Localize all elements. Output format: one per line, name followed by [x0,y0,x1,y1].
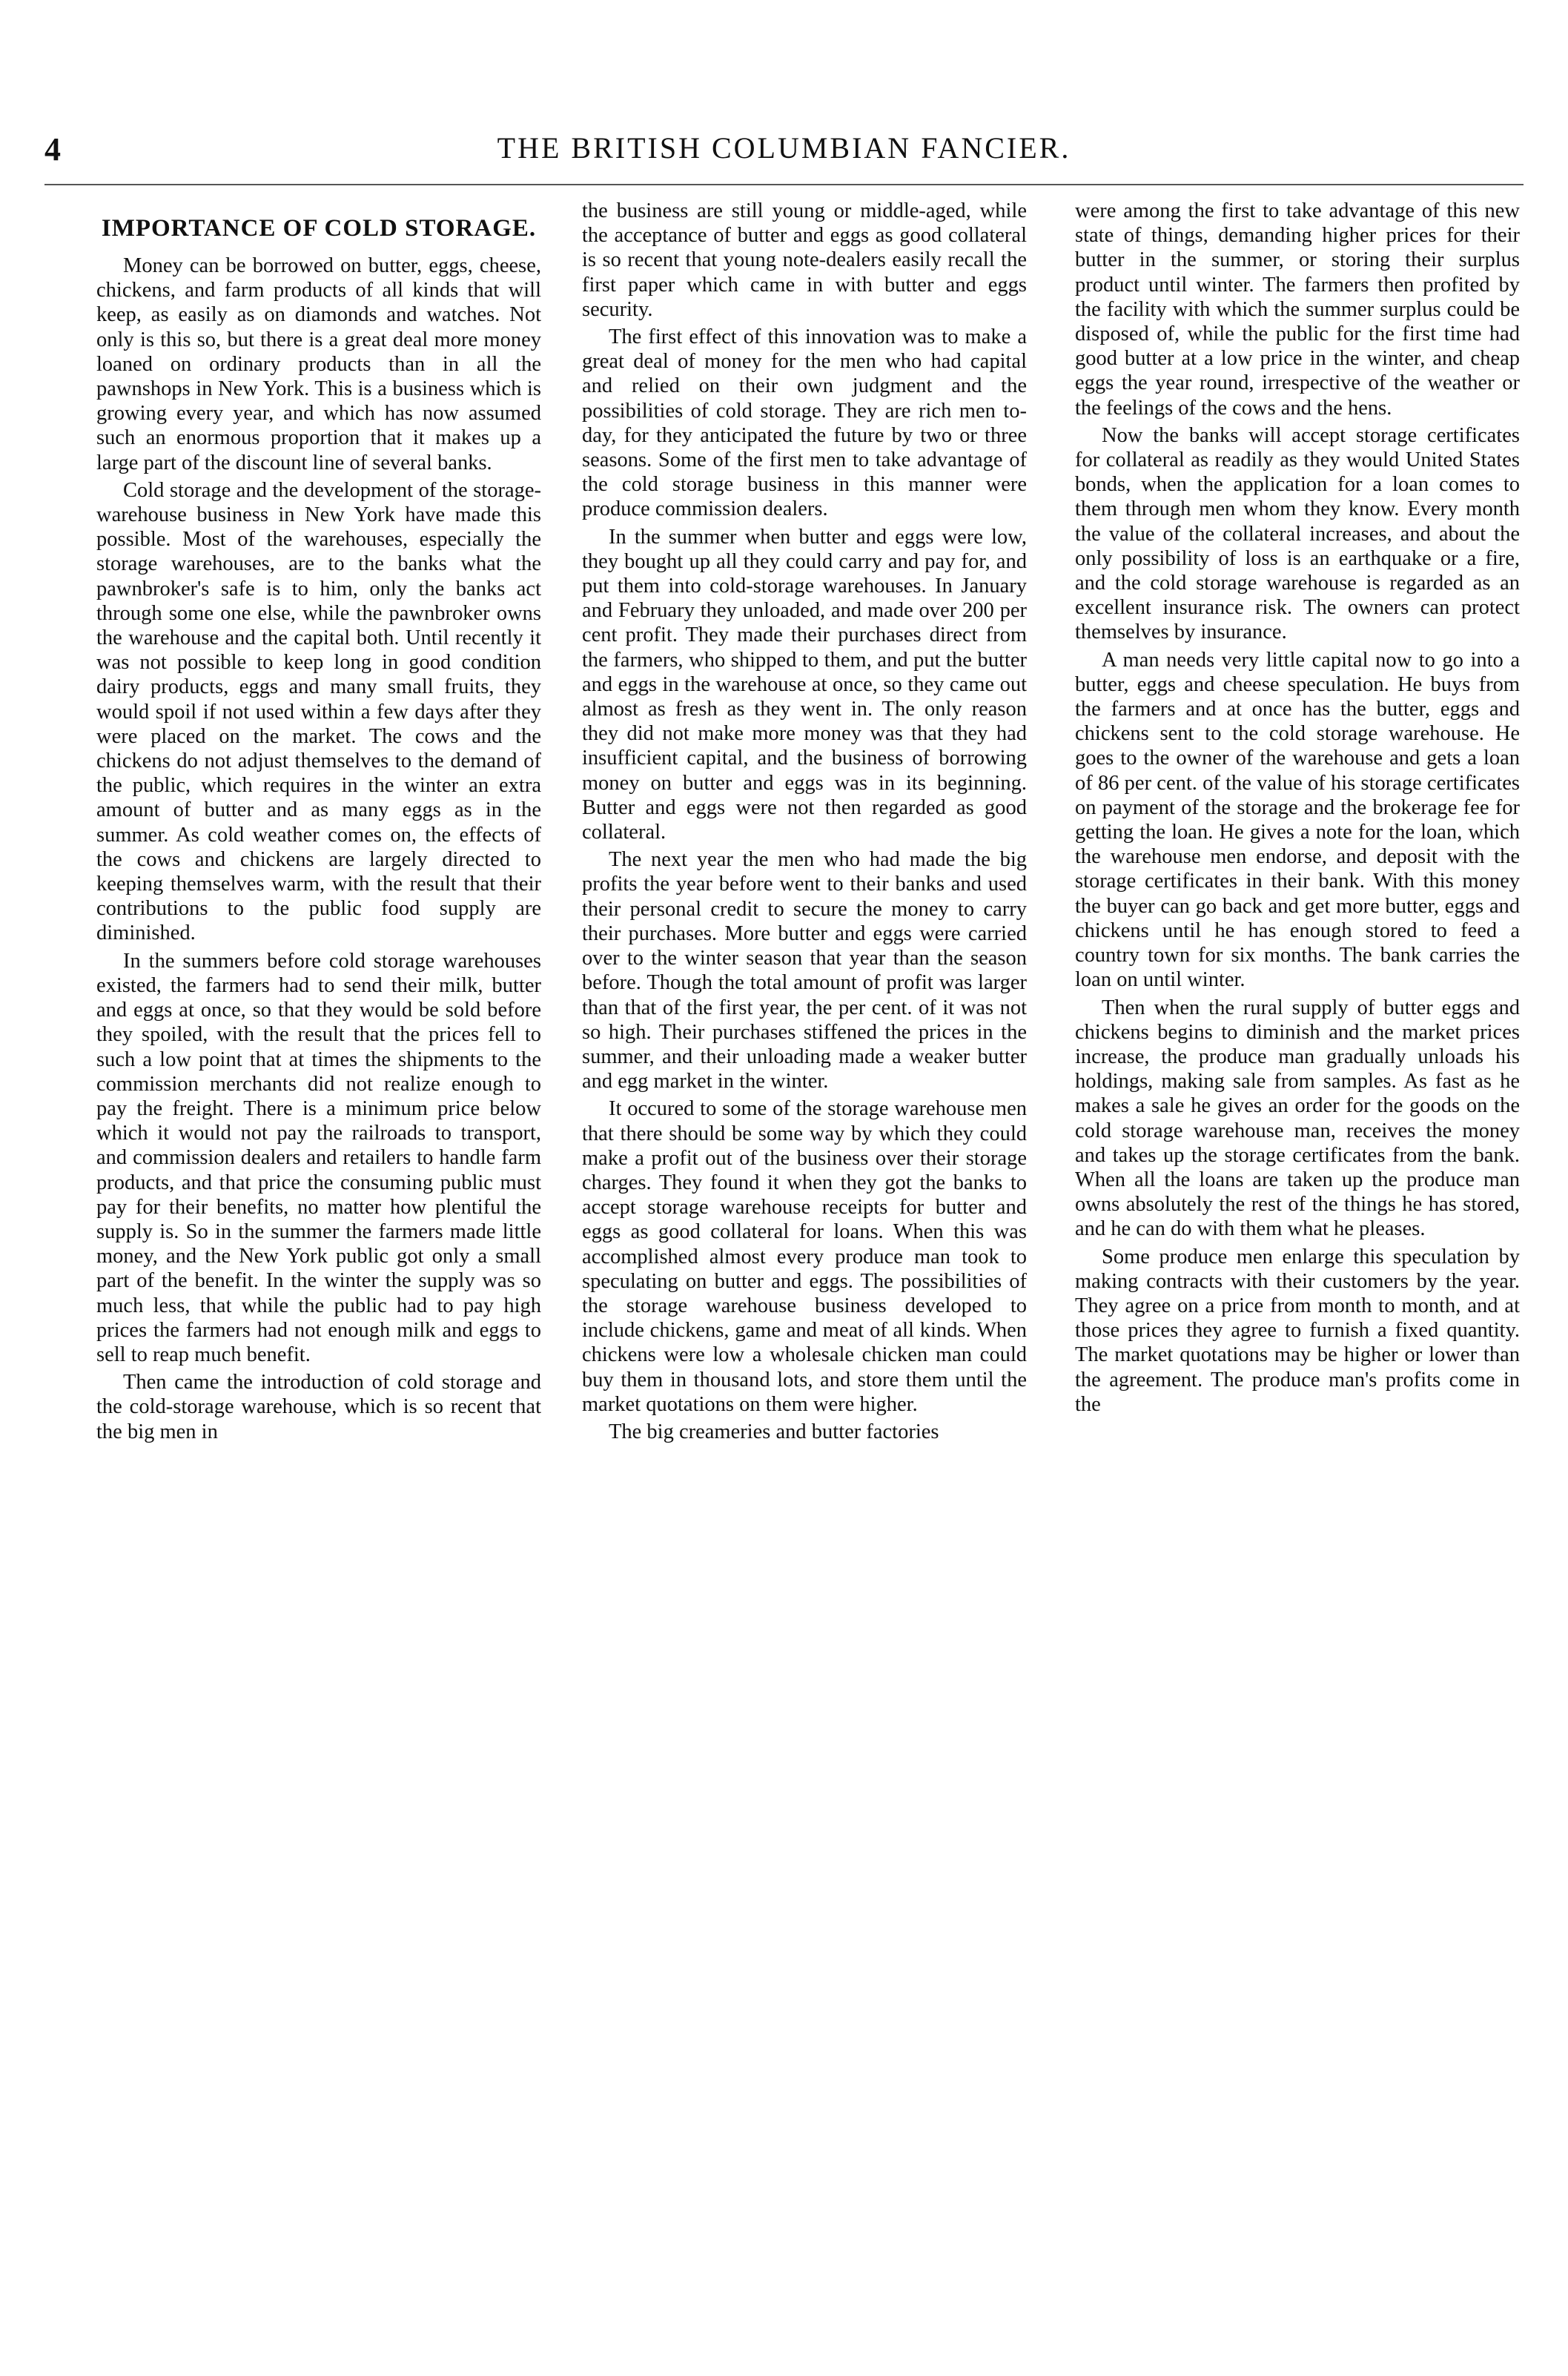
paragraph: The next year the men who had made the big profits the year before went to their banks and used their personal credit to secure the money to carry their purchases. More butter and eggs were carried over to the winter season that year than the season before. Though the total amount of profit was larger than that of the first year, the per cent. of it was not so high. Their purchases stiffened the prices in the summer, and their unloading made a weaker butter and egg market in the winter. [582,848,1027,1093]
paragraph: It occured to some of the storage warehouse men that there should be some way by which they could make a profit out of the business over their storage charges. They found it when they got the banks to accept storage warehouse receipts for butter and eggs as good collateral for loans. When this was accomplished almost every produce man took to speculating on butter and eggs. The possibilities of the storage warehouse business developed to include chickens, game and meat of all kinds. When chickens were low a wholesale chicken man could buy them in thousand lots, and store them until the market quotations on them were higher. [582,1097,1027,1416]
running-title: THE BRITISH COLUMBIAN FANCIER. [497,131,1071,165]
paragraph: A man needs very little capital now to go into a butter, eggs and cheese speculation. He buys from the farmers and at once has the butter, eggs and chickens sent to the cold storage warehouse. He goes to the owner of the warehouse and gets a loan of 86 per cent. of the value of his storage certificates on payment of the storage and the brokerage fee for getting the loan. He gives a note for the loan, which the warehouse men endorse, and deposit with the storage certificates in their bank. With this money the buyer can go back and get more butter, eggs and chickens until he has enough stored to feed a country town for six months. The bank carries the loan on until winter. [1075,648,1520,992]
header-rule [44,184,1524,185]
paragraph: The first effect of this innovation was to make a great deal of money for the men who had capital and relied on their own judgment and the possibilities of cold storage. They are rich men to-day, for they anticipated the future by two or three seasons. Some of the first men to take advantage of the cold storage business in this manner were produce commission dealers. [582,325,1027,521]
article-body [96,199,1527,2341]
paragraph: Cold storage and the development of the storage-warehouse business in New York have made this possible. Most of the warehouses, especially the storage warehouses, are to the banks what the pawnbroker's safe is to him, only the banks act through some one else, while the pawnbroker owns the warehouse and the capital both. Until recently it was not possible to keep long in good condition dairy products, eggs and many small fruits, they would spoil if not used within a few days after they were placed on the market. The cows and the chickens do not adjust themselves to the demand of the public, which requires in the winter an extra amount of butter and as many eggs as in the summer. As cold weather comes on, the effects of the cows and chickens are largely directed to keeping themselves warm, with the result that their contributions to the public food supply are diminished. [96,478,541,945]
column-2 [582,199,1027,2341]
page-number: 4 [44,131,61,168]
paragraph: In the summer when butter and eggs were low, they bought up all they could carry and pay for, and put them into cold-storage warehouses. In January and February they unloaded, and made over 200 per cent profit. They made their purchases direct from the farmers, who shipped to them, and put the butter and eggs in the warehouse at once, so they came out almost as fresh as they went in. The only reason they did not make more money was that they had insufficient capital, and the business of borrowing money on butter and eggs was in its beginning. Butter and eggs were not then regarded as good collateral. [582,525,1027,844]
column-3 [1075,199,1520,2341]
paragraph: Some produce men enlarge this speculation by making contracts with their customers by the year. They agree on a price from month to month, and at those prices they agree to furnish a fixed quantity. The market quotations may be higher or lower than the agreement. The produce man's profits come in the [1075,1245,1520,1416]
paragraph: the business are still young or middle-aged, while the acceptance of butter and eggs as good collateral is so recent that young note-dealers easily recall the first paper which came in with butter and eggs security. [582,199,1027,321]
paragraph: Now the banks will accept storage certificates for collateral as readily as they would United States bonds, when the application for a loan comes to them through men whom they know. Every month the value of the collateral increases, and about the only possibility of loss is an earthquake or a fire, and the cold storage warehouse is regarded as an excellent insurance risk. The owners can protect themselves by insurance. [1075,423,1520,644]
paragraph: Then when the rural supply of butter eggs and chickens begins to diminish and the market prices increase, the produce man gradually unloads his holdings, making sale from samples. As fast as he makes a sale he gives an order for the goods on the cold storage warehouse man, receives the money and takes up the storage certificates from the bank. When all the loans are taken up the produce man owns absolutely the rest of the things he has stored, and he can do with them what he pleases. [1075,996,1520,1241]
column-1 [96,199,541,2341]
paragraph: Money can be borrowed on butter, eggs, cheese, chickens, and farm products of all kinds that will keep, as easily as on diamonds and watches. Not only is this so, but there is a great deal more money loaned on ordinary products than in all the pawnshops in New York. This is a business which is growing every year, and which has now assumed such an enormous proportion that it makes up a large part of the discount line of several banks. [96,254,541,474]
paragraph: The big creameries and butter factories [609,1420,939,1443]
article-title: IMPORTANCE OF COLD STORAGE. [101,215,537,242]
paragraph: In the summers before cold storage warehouses existed, the farmers had to send their milk, butter and eggs at once, so that they would be sold before they spoiled, with the result that the prices fell to such a low point that at times the shipments to the commission merchants did not realize enough to pay the freight. There is a minimum price below which it would not pay the railroads to transport, and commission dealers and retailers to handle farm products, and that price the consuming public must pay for their benefits, no matter how plentiful the supply is. So in the summer the farmers made little money, and the New York public got only a small part of the benefit. In the winter the supply was so much less, that while the public had to pay high prices the farmers had not enough milk and eggs to sell to reap much benefit. [96,949,541,1366]
paragraph: Then came the introduction of cold storage and the cold-storage warehouse, which is so recent that the big men in [96,1371,541,1443]
page-header [44,130,1524,175]
paragraph: were among the first to take advantage of this new state of things, demanding higher prices for their butter in the summer, or storing their surplus product until winter. The farmers then profited by the facility with which the summer surplus could be disposed of, while the public for the first time had good butter at a low price in the winter, and cheap eggs the year round, irrespective of the weather or the feelings of the cows and the hens. [1075,199,1520,420]
